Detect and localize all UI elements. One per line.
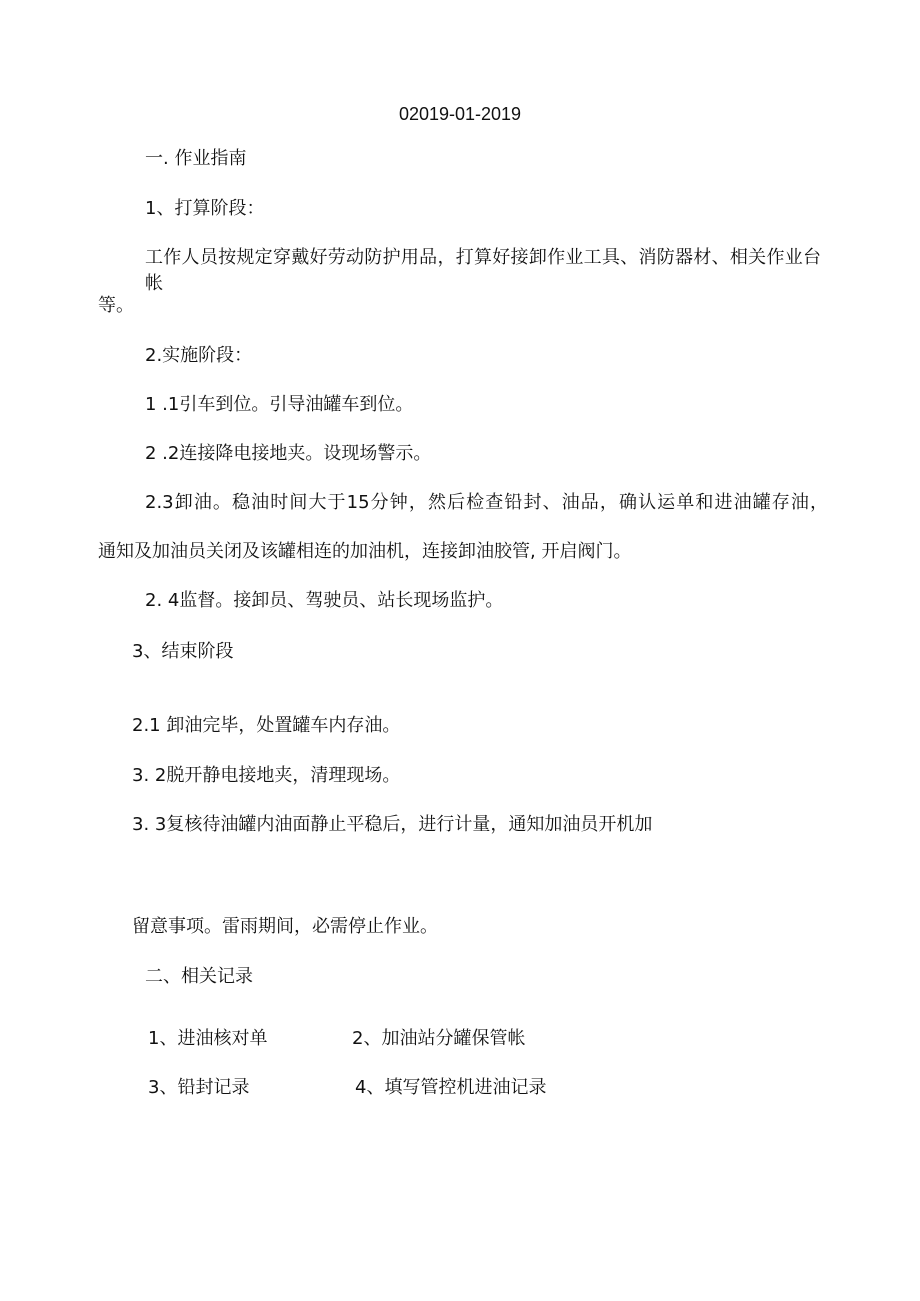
step2-heading: 2.实施阶段： [145, 345, 253, 366]
record-item: 2、加油站分罐保管帐 [352, 1028, 526, 1049]
section1-heading: 一. 作业指南 [145, 148, 247, 169]
item-3-2: 3. 2脱开静电接地夹，清理现场。 [132, 765, 401, 786]
item-3-3: 3. 3复核待油罐内油面静止平稳后，进行计量，通知加油员开机加 [132, 814, 653, 835]
step1-text-line1: 工作人员按规定穿戴好劳动防护用品，打算好接卸作业工具、消防器材、相关作业台帐 [145, 247, 821, 294]
record-item: 1、进油核对单 [148, 1028, 268, 1049]
record-item: 3、铅封记录 [148, 1077, 250, 1098]
item-2-4: 2. 4监督。接卸员、驾驶员、站长现场监护。 [145, 590, 504, 611]
item-2-1: 1 .1引车到位。引导油罐车到位。 [145, 394, 414, 415]
item-2-2: 2 .2连接降电接地夹。设现场警示。 [145, 443, 432, 464]
notice-text: 留意事项。雷雨期间，必需停止作业。 [132, 916, 438, 937]
document-title: 02019-01-2019 [398, 104, 522, 124]
step1-heading: 1、打算阶段： [145, 198, 265, 219]
record-item: 4、填写管控机进油记录 [355, 1077, 547, 1098]
item-2-3-line1: 2.3卸油。稳油时间大于15分钟，然后检查铅封、油品，确认运单和进油罐存油， [145, 492, 828, 513]
step3-heading: 3、结束阶段 [132, 641, 234, 662]
item-3-1: 2.1 卸油完毕，处置罐车内存油。 [132, 715, 401, 736]
step1-text-line2: 等。 [98, 295, 134, 316]
item-2-3-line2: 通知及加油员关闭及该罐相连的加油机，连接卸油胶管, 开启阀门。 [98, 541, 632, 562]
section2-heading: 二、相关记录 [145, 966, 253, 987]
